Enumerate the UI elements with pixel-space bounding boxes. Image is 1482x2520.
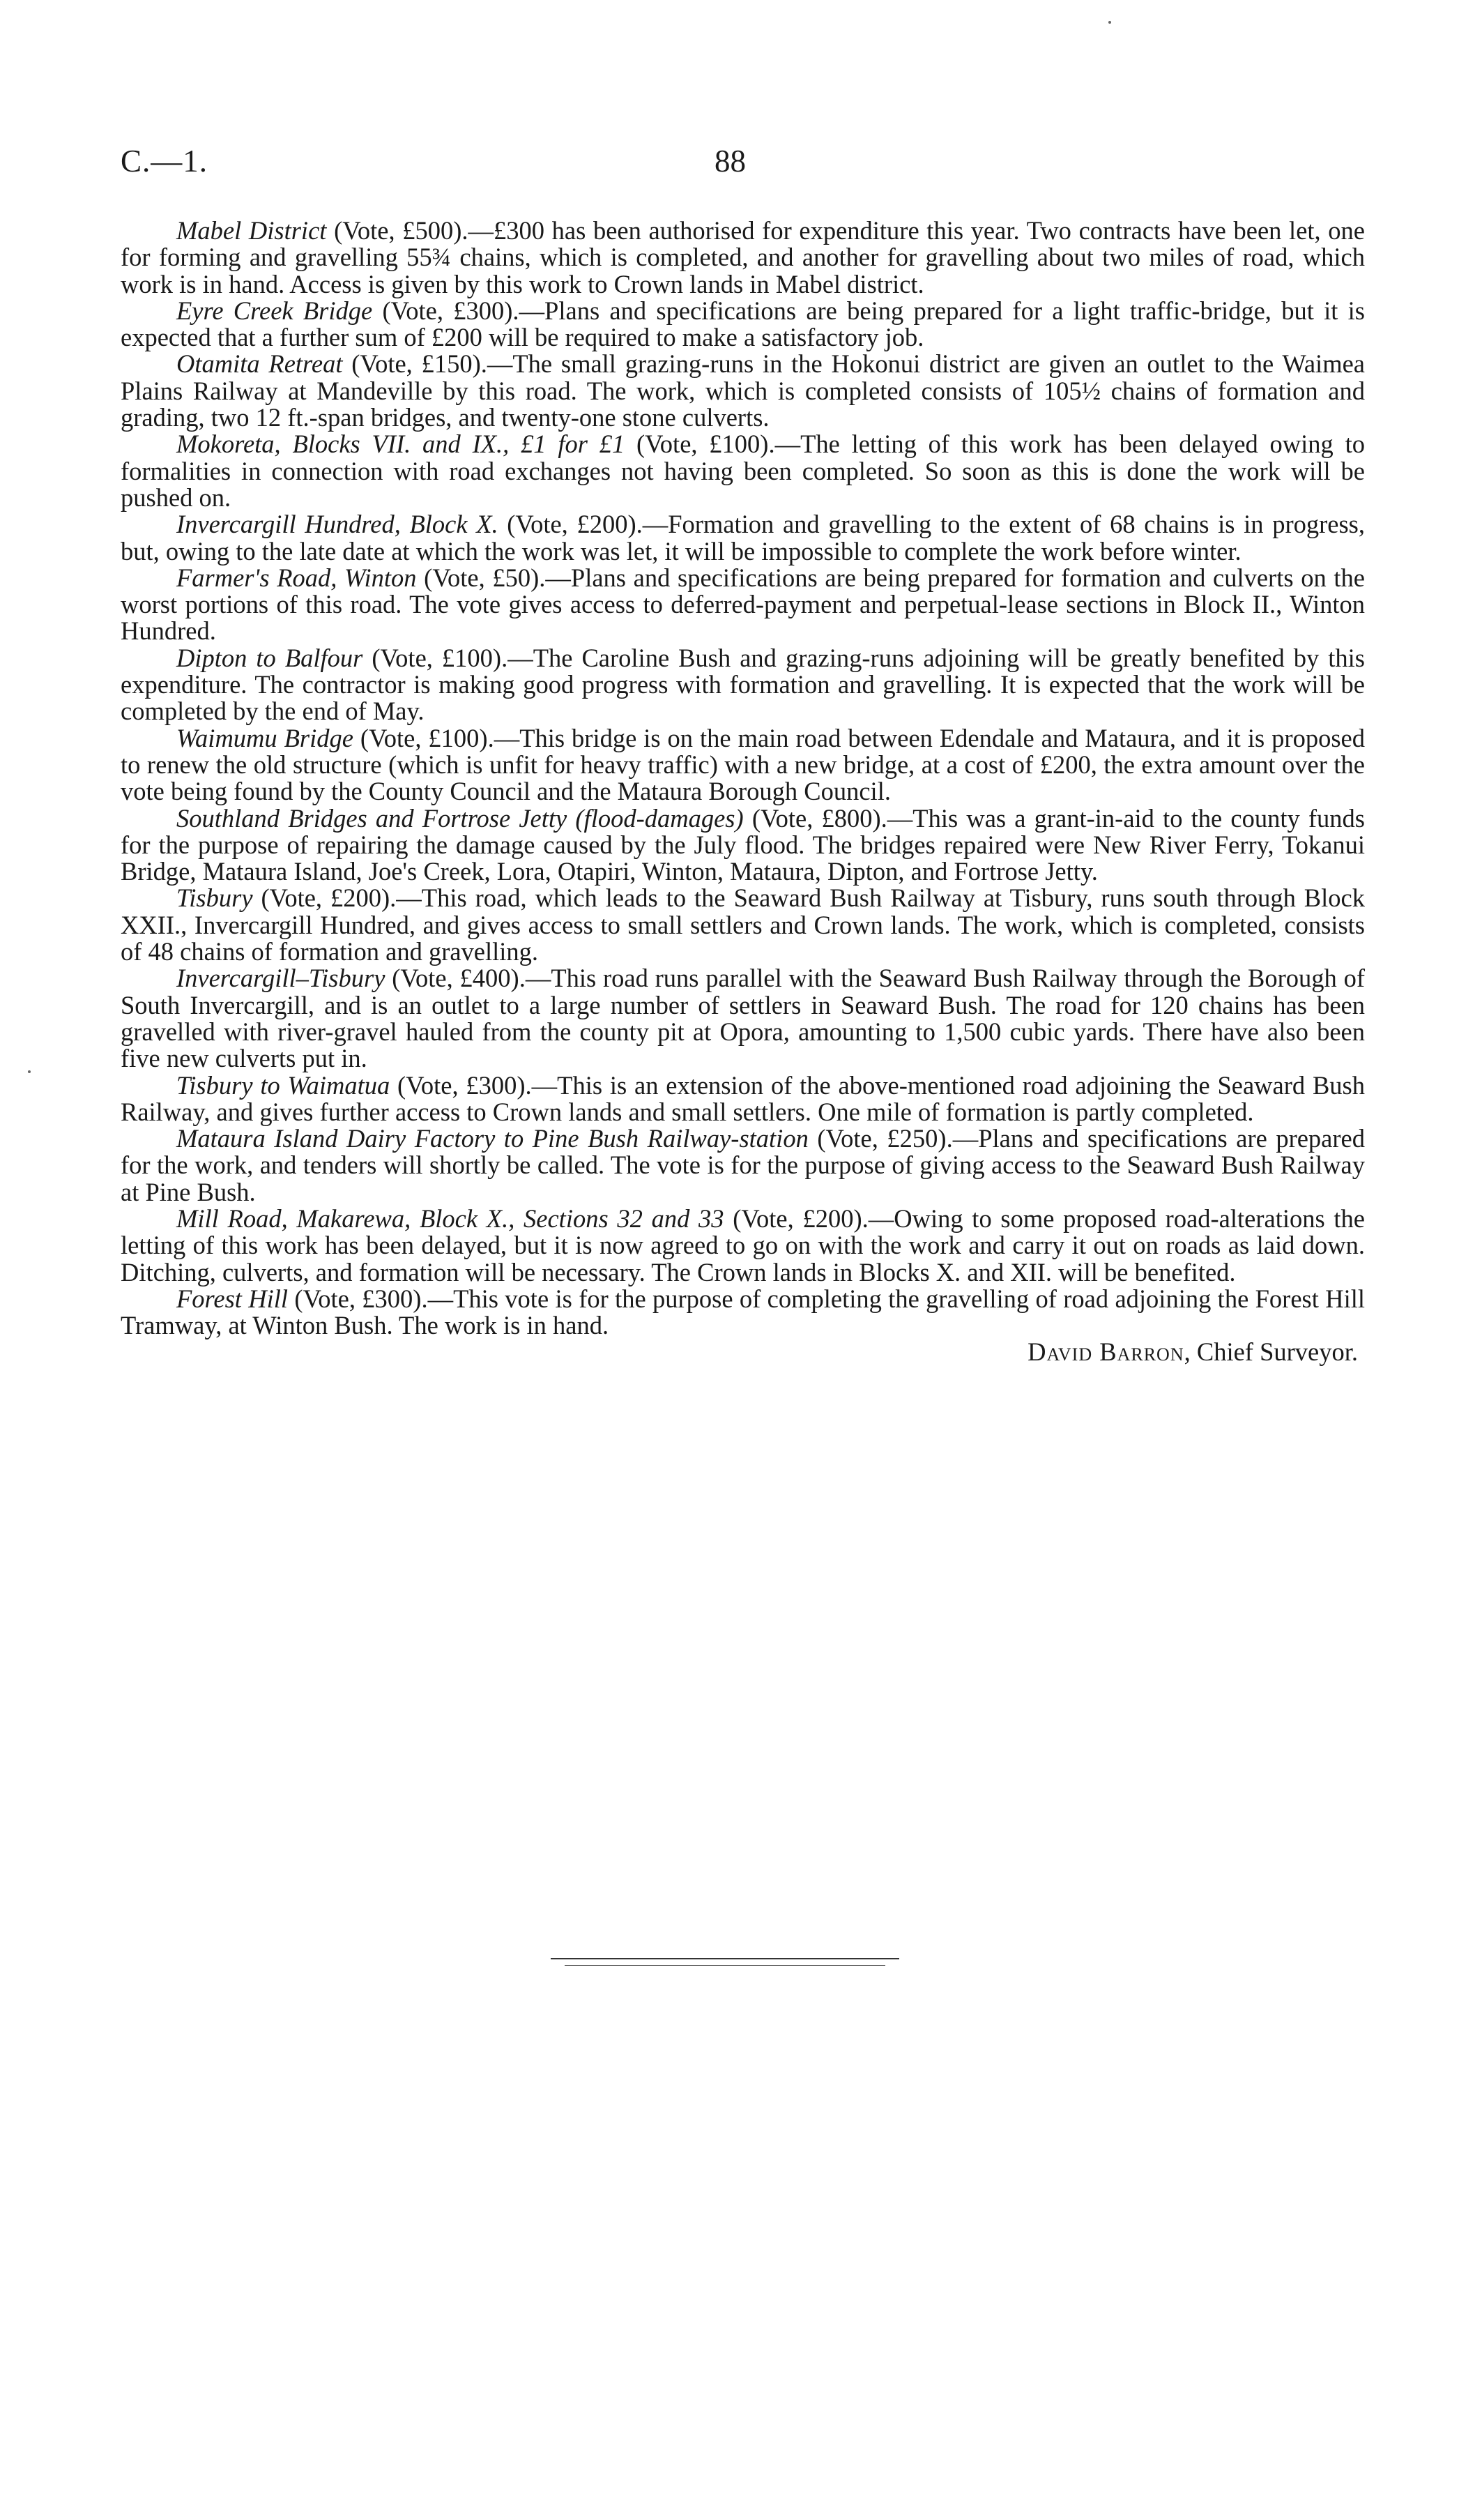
entry-text: (Vote, £300).—This vote is for the purpose of completing the gravelling of road adjoining the Forest Hill Tramway, at Winton Bush. The work is in hand. xyxy=(121,1284,1365,1340)
scan-speck xyxy=(28,1070,31,1073)
entry-title: Otamita Retreat xyxy=(176,349,343,379)
entry-title: Southland Bridges and Fortrose Jetty (flood-damages) xyxy=(176,803,744,833)
entry-farmers-road xyxy=(121,565,1365,645)
entry-text: (Vote, £250).—Plans and specifications are prepared for the work, and tenders will shortly be called. The vote is for the purpose of giving access to the Seaward Bush Railway at Pine Bush. xyxy=(121,1124,1365,1206)
entry-title: Mill Road, Makarewa, Block X., Sections 32 and 33 xyxy=(176,1204,724,1233)
entry-text: (Vote, £300).—Plans and specifications are being prepared for a light traffic-bridge, but it is expected that a further sum of £200 will be required to make a satisfactory job. xyxy=(121,296,1365,352)
entry-title: Forest Hill xyxy=(176,1284,289,1313)
entry-forest-hill xyxy=(121,1286,1365,1339)
entry-title: Tisbury xyxy=(176,883,253,913)
entry-title: Dipton to Balfour xyxy=(176,643,363,672)
entry-title: Waimumu Bridge xyxy=(176,723,353,752)
entry-text: (Vote, £100).—This bridge is on the main road between Edendale and Mataura, and it is proposed to renew the old structure (which is unfit for heavy traffic) with a new bridge, at a cost of £200, the extra amount over the vote being found by the County Council and the Mataura Borough Council. xyxy=(121,723,1365,806)
entry-title: Mabel District xyxy=(176,216,327,245)
entry-text: (Vote, £800).—This was a grant-in-aid to the county funds for the purpose of repairing the damage caused by the July flood. The bridges repaired were New River Ferry, Tokanui Bridge, Mataura Island, Joe's Creek, Lora, Otapiri, Winton, Mataura, Dipton, and Fortrose Jetty. xyxy=(121,803,1365,886)
entry-text: (Vote, £200).—This road, which leads to the Seaward Bush Railway at Tisbury, runs south through Block XXII., Invercargill Hundred, and gives access to small settlers and Crown lands. The work, which is completed, consists of 48 chains of formation and gravelling. xyxy=(121,883,1365,966)
entry-tisbury-to-waimatua xyxy=(121,1072,1365,1126)
entry-dipton-to-balfour xyxy=(121,645,1365,725)
signature-title: , Chief Surveyor. xyxy=(1184,1337,1358,1367)
page-number: 88 xyxy=(715,144,746,179)
entry-text: (Vote, £200).—Formation and gravelling to the extent of 68 chains is in progress, but, owing to the late date at which the work was let, it will be impossible to complete the work before winter. xyxy=(121,510,1365,566)
entry-text: (Vote, £50).—Plans and specifications are being prepared for formation and culverts on the worst portions of this road. The vote gives access to deferred-payment and perpetual-lease sections in Block II., Winton Hundred. xyxy=(121,563,1365,646)
entry-title: Mokoreta, Blocks VII. and IX., £1 for £1 xyxy=(176,430,625,459)
entry-title: Tisbury to Waimatua xyxy=(176,1070,390,1100)
entry-mabel-district xyxy=(121,218,1365,298)
closing-rule-thin xyxy=(565,1965,885,1966)
entry-otamita-retreat xyxy=(121,351,1365,431)
entry-title: Invercargill–Tisbury xyxy=(176,964,385,993)
scan-speck xyxy=(1108,21,1111,24)
entry-invercargill-tisbury xyxy=(121,965,1365,1072)
closing-rule xyxy=(551,1958,899,1959)
entry-text: (Vote, £100).—The letting of this work has been delayed owing to formalities in connection with road exchanges not having been completed. So soon as this is done the work will be pushed on. xyxy=(121,430,1365,512)
entry-eyre-creek-bridge xyxy=(121,298,1365,351)
entry-text: (Vote, £300).—This is an extension of the above-mentioned road adjoining the Seaward Bush Railway, and gives further access to Crown lands and small settlers. One mile of formation is partly completed. xyxy=(121,1070,1365,1126)
entry-text: (Vote, £500).—£300 has been authorised for expenditure this year. Two contracts have been let, one for forming and gravelling 55¾ chains, which is completed, and another for gravelling about two miles of road, which work is in hand. Access is given by this work to Crown lands in Mabel district. xyxy=(121,216,1365,298)
entry-mokoreta xyxy=(121,431,1365,511)
entry-title: Farmer's Road, Winton xyxy=(176,563,417,592)
entry-invercargill-hundred xyxy=(121,511,1365,565)
report-body xyxy=(121,218,1365,1366)
entry-title: Mataura Island Dairy Factory to Pine Bush Railway-station xyxy=(176,1124,809,1153)
entry-title: Invercargill Hundred, Block X. xyxy=(176,510,498,539)
page-header xyxy=(121,143,1365,185)
entry-mill-road xyxy=(121,1206,1365,1286)
document-reference: C.—1. xyxy=(121,144,208,179)
entry-text: (Vote, £400).—This road runs parallel with the Seaward Bush Railway through the Borough of South Invercargill, and is an outlet to a large number of settlers in Seaward Bush. The road for 120 chains has been gravelled with river-gravel hauled from the county pit at Opora, amounting to 1,500 cubic yards. There have also been five new culverts put in. xyxy=(121,964,1365,1073)
entry-text: (Vote, £150).—The small grazing-runs in the Hokonui district are given an outlet to the Waimea Plains Railway at Mandeville by this road. The work, which is completed consists of 105½ chains of formation and grading, two 12 ft.-span bridges, and twenty-one stone culverts. xyxy=(121,349,1365,432)
entry-southland-bridges xyxy=(121,805,1365,886)
signature-name: David Barron xyxy=(1028,1337,1184,1367)
entry-text: (Vote, £100).—The Caroline Bush and grazing-runs adjoining will be greatly benefited by this expenditure. The contractor is making good progress with formation and gravelling. It is expected that the work will be completed by the end of May. xyxy=(121,643,1365,726)
entry-mataura-island xyxy=(121,1125,1365,1206)
entry-title: Eyre Creek Bridge xyxy=(176,296,373,325)
signature xyxy=(121,1339,1365,1365)
entry-tisbury xyxy=(121,885,1365,965)
entry-waimumu-bridge xyxy=(121,725,1365,805)
entry-text: (Vote, £200).—Owing to some proposed road-alterations the letting of this work has been delayed, but it is now agreed to go on with the work and carry it out on roads as laid down. Ditching, culverts, and formation will be necessary. The Crown lands in Blocks X. and XII. will be benefited. xyxy=(121,1204,1365,1286)
